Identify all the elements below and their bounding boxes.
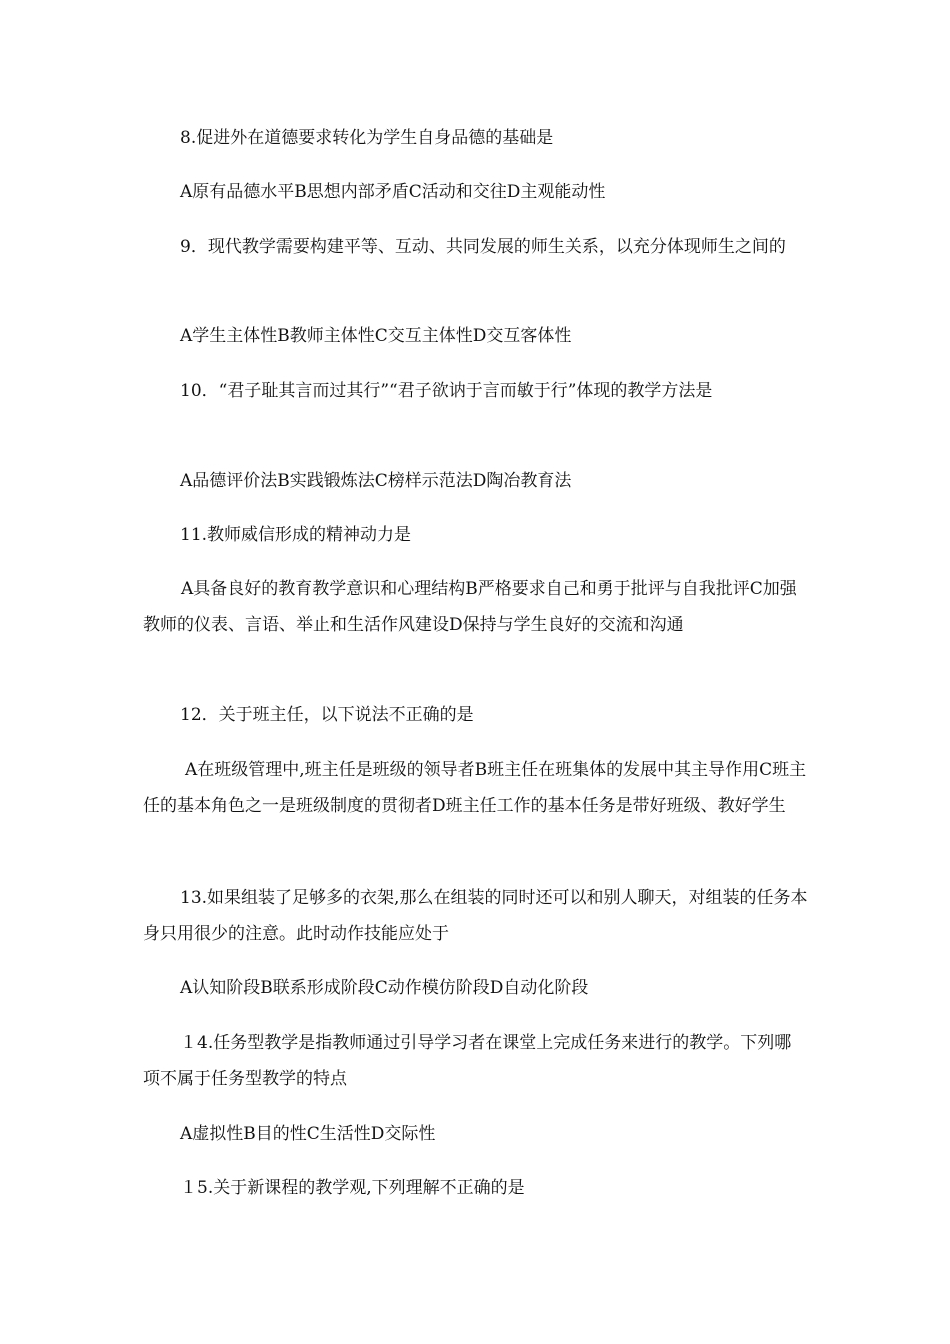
question-13-options: A认知阶段B联系形成阶段C动作模仿阶段D自动化阶段 bbox=[180, 978, 589, 998]
question-8-options: A原有品德水平B思想内部矛盾C活动和交往D主观能动性 bbox=[180, 182, 606, 202]
question-12-options: A在班级管理中,班主任是班级的领导者B班主任在班集体的发展中其主导作用C班主任的基本角色之一是班级制度的贯彻者D班主任工作的基本任务是带好班级、教好学生 bbox=[143, 760, 807, 816]
question-8: 8.促进外在道德要求转化为学生自身品德的基础是 bbox=[180, 128, 554, 148]
question-12: 12．关于班主任，以下说法不正确的是 bbox=[180, 705, 474, 725]
question-15: １5.关于新课程的教学观,下列理解不正确的是 bbox=[180, 1178, 525, 1198]
question-13: 13.如果组装了足够多的衣架,那么在组装的同时还可以和别人聊天，对组装的任务本身只用很少的注意。此时动作技能应处于 bbox=[143, 888, 808, 944]
question-10: 10．“君子耻其言而过其行”“君子欲讷于言而敏于行”体现的教学方法是 bbox=[180, 381, 713, 401]
question-11: 11.教师威信形成的精神动力是 bbox=[180, 525, 412, 545]
question-9: 9．现代教学需要构建平等、互动、共同发展的师生关系，以充分体现师生之间的 bbox=[180, 237, 786, 257]
question-9-options: A学生主体性B教师主体性C交互主体性D交互客体性 bbox=[180, 326, 572, 346]
question-10-options: A品德评价法B实践锻炼法C榜样示范法D陶冶教育法 bbox=[180, 471, 572, 491]
question-11-options: A具备良好的教育教学意识和心理结构B严格要求自己和勇于批评与自我批评C加强教师的仪表、言语、举止和生活作风建设D保持与学生良好的交流和沟通 bbox=[143, 579, 797, 635]
question-14-options: A虚拟性B目的性C生活性D交际性 bbox=[180, 1124, 436, 1144]
question-14: １4.任务型教学是指教师通过引导学习者在课堂上完成任务来进行的教学。下列哪项不属于任务型教学的特点 bbox=[143, 1033, 792, 1089]
